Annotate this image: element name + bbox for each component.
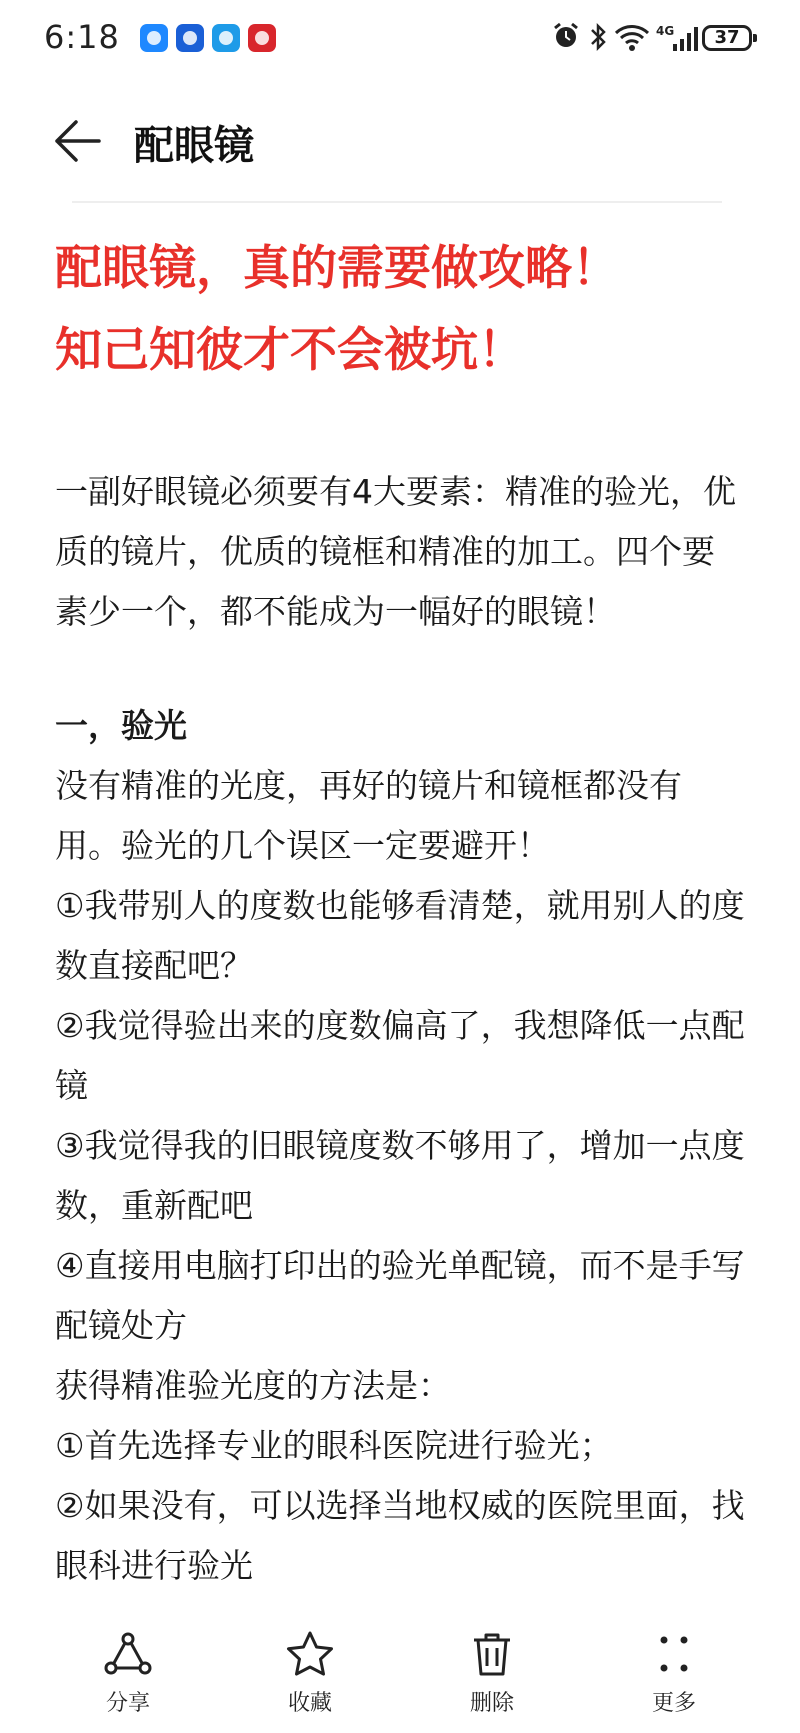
more-button[interactable] bbox=[614, 1630, 734, 1730]
share-label: 分享 bbox=[105, 1691, 150, 1716]
browser-notification-icon bbox=[212, 24, 240, 52]
article-line: ③我觉得我的旧眼镜度数不够用了，增加一点度数，重新配吧 bbox=[55, 1126, 745, 1225]
article-line: ②我觉得验出来的度数偏高了，我想降低一点配镜 bbox=[55, 1006, 745, 1105]
trash-icon bbox=[466, 1630, 518, 1678]
more-dots-icon bbox=[648, 1630, 700, 1678]
news-notification-icon bbox=[248, 24, 276, 52]
share-icon bbox=[102, 1630, 154, 1678]
battery-indicator: 37 bbox=[702, 25, 752, 51]
article-line: ②如果没有，可以选择当地权威的医院里面，找眼科进行验光 bbox=[55, 1486, 745, 1585]
article-content bbox=[55, 228, 745, 1608]
headline-line-1: 配眼镜，真的需要做攻略！ bbox=[55, 241, 619, 296]
bluetooth-icon bbox=[588, 22, 608, 54]
app-header bbox=[0, 100, 800, 182]
delete-label: 删除 bbox=[469, 1691, 514, 1716]
article-line: ④直接用电脑打印出的验光单配镜，而不是手写配镜处方 bbox=[55, 1246, 745, 1345]
app-notification-icon bbox=[176, 24, 204, 52]
more-label: 更多 bbox=[651, 1691, 696, 1716]
intro-paragraph: 一副好眼镜必须要有4大要素：精准的验光，优质的镜片，优质的镜框和精准的加工。四个要素少一个，都不能成为一幅好的眼镜！ bbox=[55, 472, 736, 631]
wifi-icon bbox=[614, 22, 650, 54]
article-line: ①我带别人的度数也能够看清楚，就用别人的度数直接配吧？ bbox=[55, 886, 745, 985]
status-time: 6:18 bbox=[44, 18, 120, 56]
network-type: 4G bbox=[656, 24, 675, 38]
back-arrow-icon[interactable] bbox=[52, 118, 102, 164]
section-title: 一，验光 bbox=[55, 706, 187, 745]
star-icon bbox=[284, 1630, 336, 1678]
signal-icon bbox=[672, 26, 698, 58]
favorite-label: 收藏 bbox=[287, 1691, 332, 1716]
header-divider bbox=[72, 201, 722, 203]
alarm-icon bbox=[552, 22, 580, 54]
share-button[interactable] bbox=[68, 1630, 188, 1730]
article-line: ①首先选择专业的眼科医院进行验光； bbox=[55, 1426, 613, 1465]
article-line: 获得精准验光度的方法是： bbox=[55, 1366, 451, 1405]
favorite-button[interactable] bbox=[250, 1630, 370, 1730]
message-notification-icon bbox=[140, 24, 168, 52]
page-title: 配眼镜 bbox=[134, 123, 254, 169]
article-line: 没有精准的光度，再好的镜片和镜框都没有用。验光的几个误区一定要避开！ bbox=[55, 766, 682, 865]
delete-button[interactable] bbox=[432, 1630, 552, 1730]
status-bar bbox=[0, 0, 800, 80]
headline-line-2: 知己知彼才不会被坑！ bbox=[55, 323, 525, 378]
bottom-action-bar bbox=[0, 1608, 800, 1733]
